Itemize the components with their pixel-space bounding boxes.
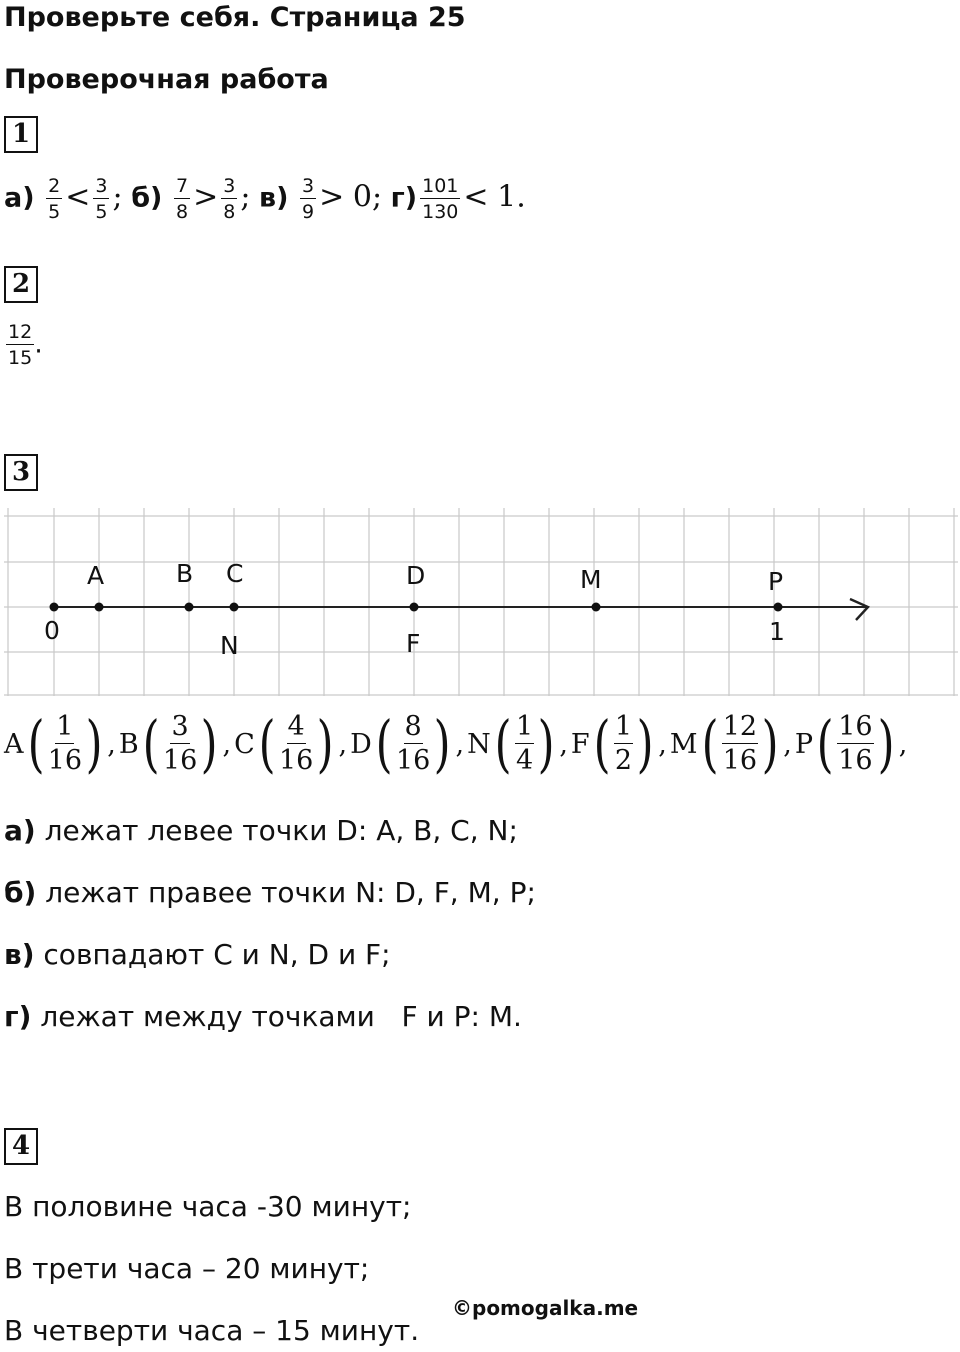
fraction: $\frac{12}{15}$ [8,321,33,369]
coordinate-p: P ( $\frac{16}{16}$ ) , [794,707,908,780]
task3-answer-d: г) лежат между точками F и P: M. [4,1000,522,1033]
label-p: P [768,567,784,596]
point-origin [50,603,59,612]
task1-answer: а) $\frac{2}{5}$ < $\frac{3}{5}$ ; б) $\frac{7}{8}$ > $\frac{3}{8}$ ; в) $\frac{3}{9}$ > 0; г) $\frac{101}{130}$ < 1. [4,175,526,223]
fraction: $\frac{2}{5}$ [48,175,61,223]
coordinate-b: B ( $\frac{3}{16}$ ) , [118,707,232,780]
task3-answer-b: б) лежат правее точки N: D, F, M, P; [4,876,536,909]
fraction: $\frac{3}{9}$ [302,175,315,223]
task2-answer: $\frac{12}{15}$ . [8,321,43,369]
task1-a-label: а) [4,182,35,214]
task-number-3: 3 [4,454,38,491]
task1-c-label: в) [259,182,289,214]
label-c: C [226,559,244,588]
label-m: M [580,565,602,594]
compare-sign: < [65,179,91,215]
fraction: $\frac{7}{8}$ [175,175,189,223]
point-c-n [230,603,239,612]
coordinate-d: D ( $\frac{8}{16}$ ) , [350,707,465,780]
label-a: A [87,561,105,590]
page-subtitle: Проверочная работа [4,64,329,95]
coordinate-m: M ( $\frac{12}{16}$ ) , [669,707,792,780]
coordinate-c: C ( $\frac{4}{16}$ ) , [234,707,348,780]
label-b: B [176,559,194,588]
label-d: D [406,561,426,590]
arrow-head-icon [850,599,868,620]
compare-sign: < [463,179,489,215]
point-coordinates [4,707,910,780]
task3-answer-c: в) совпадают C и N, D и F; [4,938,391,971]
task-number-2: 2 [4,266,38,303]
number-line-figure [0,508,960,698]
label-n: N [220,631,239,660]
fraction: $\frac{3}{8}$ [223,175,236,223]
point-p [774,603,783,612]
task-number-4: 4 [4,1128,38,1165]
compare-sign: > [193,179,219,215]
task1-b-label: б) [131,182,163,214]
fraction: $\frac{3}{5}$ [95,175,108,223]
task3-answer-a: а) лежат левее точки D: A, B, C, N; [4,814,518,847]
page-title: Проверьте себя. Страница 25 [4,2,466,33]
task1-d-label: г) [390,182,418,214]
coordinate-n: N ( $\frac{1}{4}$ ) , [467,707,568,780]
grid [4,508,958,696]
task-number-1: 1 [4,116,38,153]
point-a [95,603,104,612]
coordinate-a: A ( $\frac{1}{16}$ ) , [4,707,116,780]
point-m [592,603,601,612]
fraction: $\frac{101}{130}$ [422,175,459,223]
label-origin: 0 [44,616,60,645]
label-f: F [406,629,421,658]
task4-line-1: В половине часа -30 минут; [4,1190,412,1223]
task4-line-2: В трети часа – 20 минут; [4,1252,370,1285]
copyright-watermark: ©pomogalka.me [452,1296,639,1320]
task4-line-3: В четверти часа – 15 минут. [4,1314,420,1347]
compare-sign: > [319,179,345,215]
point-d-f [410,603,419,612]
label-unit: 1 [769,617,785,646]
coordinate-f: F ( $\frac{1}{2}$ ) , [570,707,667,780]
point-b [185,603,194,612]
